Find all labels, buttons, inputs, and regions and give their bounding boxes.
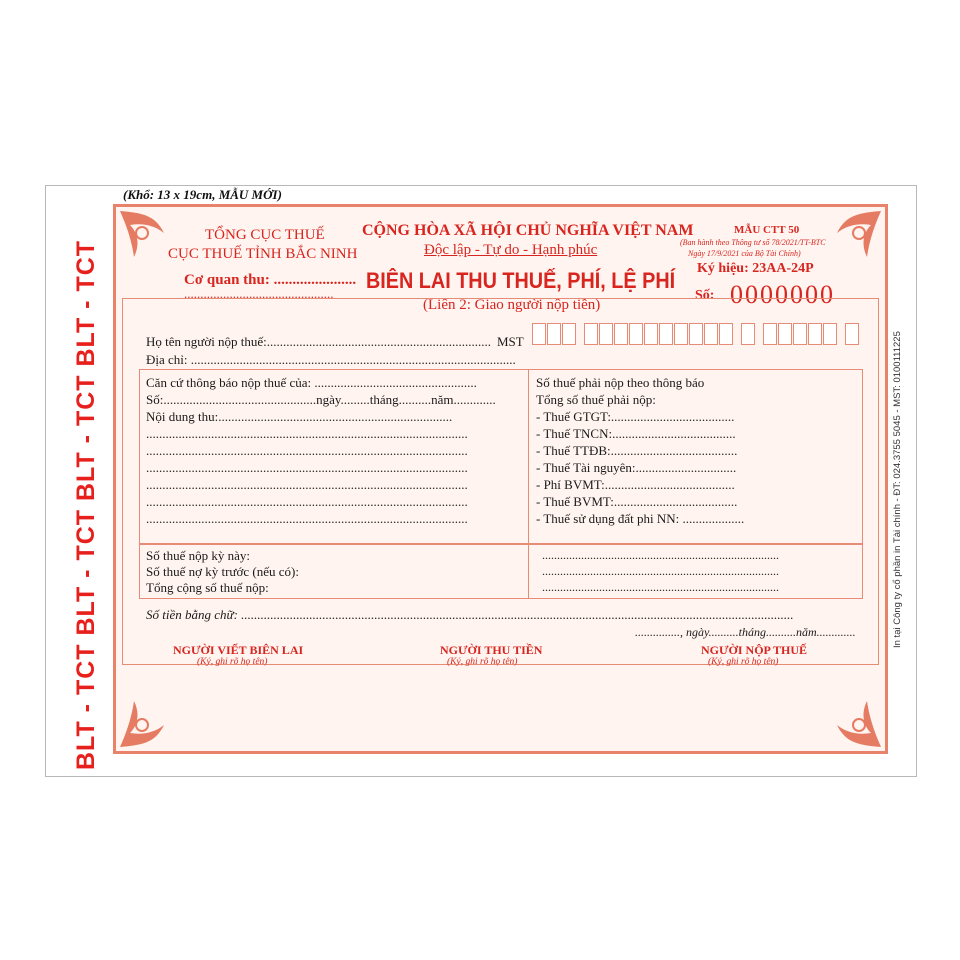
copy-note: (Liên 2: Giao người nộp tiền) xyxy=(423,297,601,313)
paid-this-period: Số thuế nộp kỳ này: xyxy=(146,548,250,563)
summary-dots: ............................................................................... xyxy=(542,548,779,562)
summary-divider xyxy=(528,544,529,599)
corner-ornament-bottom-right xyxy=(815,681,885,751)
mst-cell[interactable] xyxy=(659,323,673,345)
date-line: ..............., ngày..........tháng..........năm............. xyxy=(635,625,856,639)
content-dot-line: ................................................................................................... xyxy=(146,460,468,475)
receipt-number: 0000000 xyxy=(730,280,835,309)
form-ref-2: Ngày 17/9/2021 của Bộ Tài Chính) xyxy=(688,249,801,258)
mst-cell[interactable] xyxy=(793,323,807,345)
signature-payer-hint: (Ký, ghi rõ họ tên) xyxy=(708,657,779,667)
signature-payer-role: NGƯỜI NỘP THUẾ xyxy=(701,643,808,657)
tax-item-phi-bvmt: - Phí BVMT:........................................ xyxy=(536,477,735,492)
agency-line-2: .............................................. xyxy=(184,286,334,301)
address-label: Địa chỉ: .................................................................................................... xyxy=(146,352,516,367)
amount-in-words: Số tiền bằng chữ: .......................................................................................................................................................................... xyxy=(146,607,794,622)
mst-cell[interactable] xyxy=(845,323,859,345)
mst-cell[interactable] xyxy=(823,323,837,345)
form-code: MẪU CTT 50 xyxy=(734,224,800,236)
previous-debt: Số thuế nợ kỳ trước (nếu có): xyxy=(146,564,299,579)
org-line-1: TỔNG CỤC THUẾ xyxy=(205,227,325,243)
form-ref-1: (Ban hành theo Thông tư số 78/2021/TT-BTC xyxy=(680,238,826,247)
number-date-line: Số:...............................................ngày.........tháng..........năm............. xyxy=(146,392,496,407)
receipt-title: BIÊN LAI THU THUẾ, PHÍ, LỆ PHÍ xyxy=(366,268,676,293)
payer-name-label: Họ tên người nộp thuế:..................................................................... xyxy=(146,334,492,349)
tax-item-tncn: - Thuế TNCN:...................................... xyxy=(536,426,736,441)
number-label: Số: xyxy=(695,288,715,303)
signature-collector-hint: (Ký, ghi rõ họ tên) xyxy=(447,657,518,667)
mst-cell[interactable] xyxy=(532,323,546,345)
signature-writer-hint: (Ký, ghi rõ họ tên) xyxy=(197,657,268,667)
side-strip xyxy=(62,208,110,770)
org-line-2: CỤC THUẾ TỈNH BẮC NINH xyxy=(168,246,358,262)
mst-cell[interactable] xyxy=(599,323,613,345)
mst-label: MST xyxy=(497,334,524,349)
mst-cell[interactable] xyxy=(763,323,777,345)
content-line: Nội dung thu:........................................................................ xyxy=(146,409,453,424)
mst-cell[interactable] xyxy=(689,323,703,345)
right-heading: Số thuế phải nộp theo thông báo xyxy=(536,375,705,390)
content-dot-line: ................................................................................................... xyxy=(146,477,468,492)
mst-cell[interactable] xyxy=(674,323,688,345)
right-total: Tổng số thuế phải nộp: xyxy=(536,392,656,407)
country-name: CỘNG HÒA XÃ HỘI CHỦ NGHĨA VIỆT NAM xyxy=(362,222,694,239)
side-strip-text: BLT - TCT BLT - TCT BLT - TCT BLT - TCT xyxy=(72,239,100,770)
mst-cell[interactable] xyxy=(808,323,822,345)
mst-cell[interactable] xyxy=(562,323,576,345)
mst-cell[interactable] xyxy=(741,323,755,345)
printer-note xyxy=(886,318,910,648)
column-divider xyxy=(528,369,529,544)
signature-writer-role: NGƯỜI VIẾT BIÊN LAI xyxy=(173,643,304,657)
summary-dots: ............................................................................... xyxy=(542,564,779,578)
summary-dots: ............................................................................... xyxy=(542,580,779,594)
tax-item-thue-bvmt: - Thuế BVMT:...................................... xyxy=(536,494,738,509)
mst-cell[interactable] xyxy=(547,323,561,345)
tax-item-tai-nguyen: - Thuế Tài nguyên:............................... xyxy=(536,460,737,475)
symbol: Ký hiệu: 23AA-24P xyxy=(697,261,814,276)
mst-cell[interactable] xyxy=(778,323,792,345)
mst-cell[interactable] xyxy=(719,323,733,345)
size-note: (Khổ: 13 x 19cm, MẪU MỚI) xyxy=(123,187,282,202)
content-dot-line: ................................................................................................... xyxy=(146,511,468,526)
corner-ornament-top-left xyxy=(116,207,186,277)
mst-cell[interactable] xyxy=(614,323,628,345)
content-dot-line: ................................................................................................... xyxy=(146,426,468,441)
signature-collector-role: NGƯỜI THU TIỀN xyxy=(440,643,543,657)
mst-cell[interactable] xyxy=(704,323,718,345)
mst-cell[interactable] xyxy=(584,323,598,345)
motto: Độc lập - Tự do - Hạnh phúc xyxy=(424,242,598,258)
content-dot-line: ................................................................................................... xyxy=(146,443,468,458)
basis-line: Căn cứ thông báo nộp thuế của: .................................................. xyxy=(146,375,477,390)
mst-cell[interactable] xyxy=(629,323,643,345)
tax-item-gtgt: - Thuế GTGT:...................................... xyxy=(536,409,735,424)
mst-cell[interactable] xyxy=(644,323,658,345)
printer-note-text: In tại Công ty cổ phần in Tài chính - ĐT: 024.3755 5045 - MST: 0100111225 xyxy=(892,331,903,648)
content-dot-line: ................................................................................................... xyxy=(146,494,468,509)
tax-item-ttdb: - Thuế TTĐB:....................................... xyxy=(536,443,738,458)
agency-label: Cơ quan thu: ...................... xyxy=(184,272,357,288)
total-paid: Tổng cộng số thuế nộp: xyxy=(146,580,269,595)
tax-item-dat-phi-nn: - Thuế sử dụng đất phi NN: ................... xyxy=(536,511,745,526)
corner-ornament-bottom-left xyxy=(116,681,186,751)
